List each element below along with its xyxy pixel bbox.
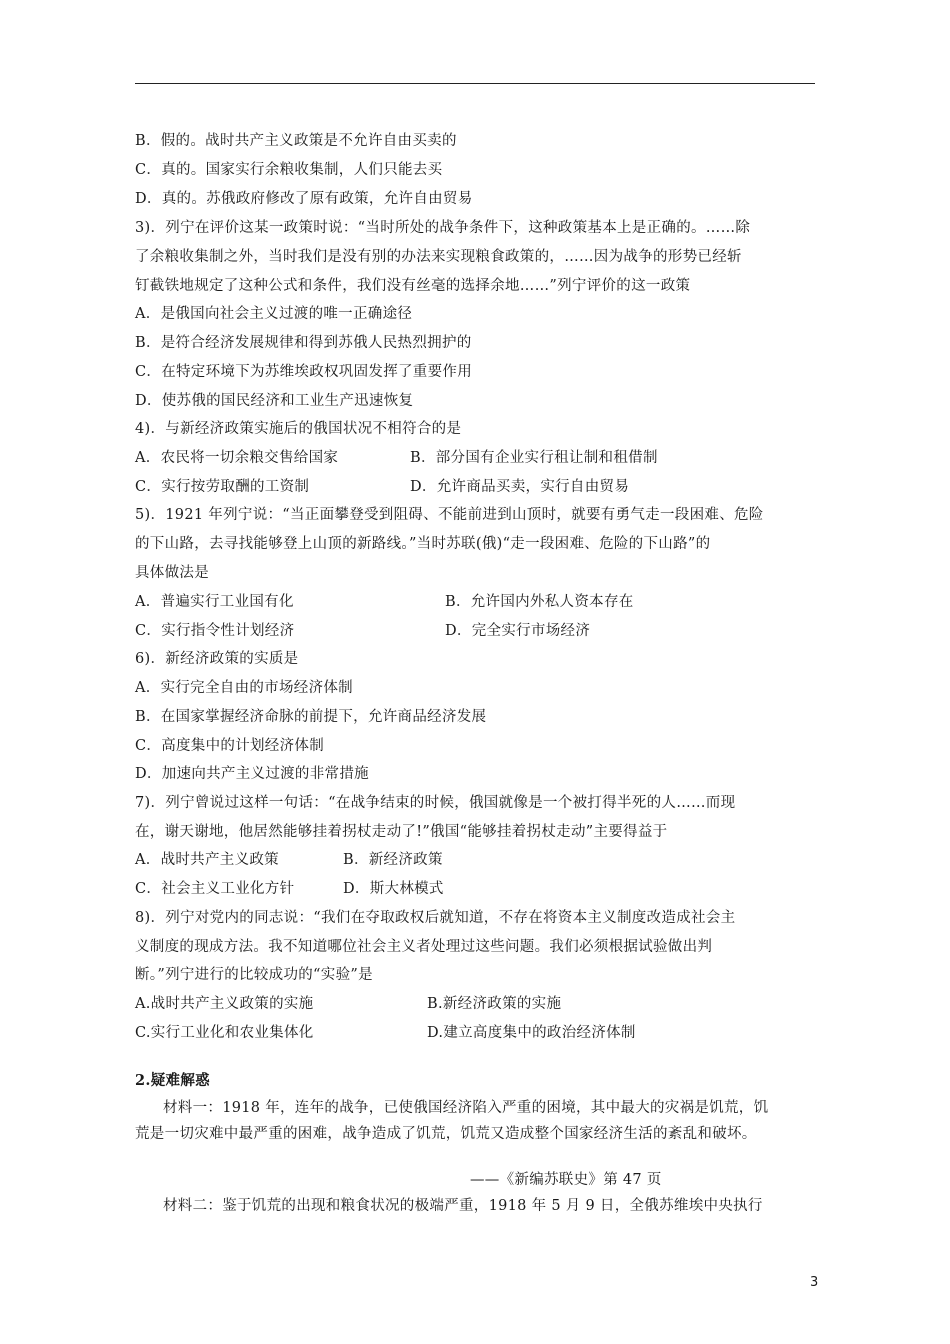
q2-option-d: D．真的。苏俄政府修改了原有政策，允许自由贸易	[135, 191, 473, 207]
q4-option-c: C．实行按劳取酬的工资制	[135, 479, 310, 495]
q8-option-c: C.实行工业化和农业集体化	[135, 1025, 314, 1041]
q6-option-a: A．实行完全自由的市场经济体制	[135, 680, 353, 696]
q8-stem-line-2: 义制度的现成方法。我不知道哪位社会主义者处理过这些问题。我们必须根据试验做出判	[135, 939, 713, 955]
q7-option-b: B．新经济政策	[343, 852, 443, 868]
header-rule	[135, 83, 815, 84]
q5-stem-line-3: 具体做法是	[135, 565, 209, 581]
page-number: 3	[810, 1275, 819, 1290]
material-one-line-1: 材料一：1918 年，连年的战争，已使俄国经济陷入严重的困境，其中最大的灾祸是饥荒，饥	[163, 1100, 769, 1116]
q7-stem-line-2: 在，谢天谢地，他居然能够挂着拐杖走动了!”俄国“能够挂着拐杖走动”主要得益于	[135, 824, 668, 840]
q3-option-b: B．是符合经济发展规律和得到苏俄人民热烈拥护的	[135, 335, 472, 351]
q4-option-d: D．允许商品买卖，实行自由贸易	[410, 479, 630, 495]
q2-option-b: B．假的。战时共产主义政策是不允许自由买卖的	[135, 133, 457, 149]
material-one-line-2: 荒是一切灾难中最严重的困难，战争造成了饥荒，饥荒又造成整个国家经济生活的紊乱和破坏。	[135, 1126, 757, 1142]
section-heading: 2.疑难解惑	[135, 1072, 210, 1089]
q6-stem: 6)．新经济政策的实质是	[135, 651, 299, 667]
q3-stem-line-2: 了余粮收集制之外，当时我们是没有别的办法来实现粮食政策的，……因为战争的形势已经斩	[135, 249, 742, 265]
material-one-source: ——《新编苏联史》第 47 页	[470, 1172, 662, 1188]
q6-option-d: D．加速向共产主义过渡的非常措施	[135, 766, 369, 782]
q8-option-a: A.战时共产主义政策的实施	[135, 996, 314, 1012]
q6-option-c: C．高度集中的计划经济体制	[135, 738, 324, 754]
q5-option-c: C．实行指令性计划经济	[135, 623, 295, 639]
q3-stem-line-3: 钉截铁地规定了这种公式和条件，我们没有丝毫的选择余地……”列宁评价的这一政策	[135, 278, 691, 294]
q7-option-d: D．斯大林模式	[343, 881, 444, 897]
material-two-line-1: 材料二：鉴于饥荒的出现和粮食状况的极端严重，1918 年 5 月 9 日，全俄苏维埃中央执行	[163, 1198, 763, 1214]
q5-option-d: D．完全实行市场经济	[445, 623, 591, 639]
q8-option-b: B.新经济政策的实施	[427, 996, 562, 1012]
q4-option-b: B．部分国有企业实行租让制和租借制	[410, 450, 658, 466]
q3-option-c: C．在特定环境下为苏维埃政权巩固发挥了重要作用	[135, 364, 472, 380]
q2-option-c: C．真的。国家实行余粮收集制，人们只能去买	[135, 162, 443, 178]
q4-stem: 4)．与新经济政策实施后的俄国状况不相符合的是	[135, 421, 462, 437]
q8-stem-line-1: 8)．列宁对党内的同志说：“我们在夺取政权后就知道，不存在将资本主义制度改造成社会主	[135, 910, 736, 926]
q8-option-d: D.建立高度集中的政治经济体制	[427, 1025, 636, 1041]
q4-option-a: A．农民将一切余粮交售给国家	[135, 450, 339, 466]
q6-option-b: B．在国家掌握经济命脉的前提下，允许商品经济发展	[135, 709, 487, 725]
q5-stem-line-1: 5)．1921 年列宁说：“当正面攀登受到阻碍、不能前进到山顶时，就要有勇气走一段困难、危险	[135, 507, 764, 523]
q7-option-c: C．社会主义工业化方针	[135, 881, 295, 897]
q3-option-d: D．使苏俄的国民经济和工业生产迅速恢复	[135, 393, 414, 409]
q7-option-a: A．战时共产主义政策	[135, 852, 279, 868]
q8-stem-line-3: 断。”列宁进行的比较成功的“实验”是	[135, 967, 373, 983]
q5-stem-line-2: 的下山路，去寻找能够登上山顶的新路线。”当时苏联(俄)“走一段困难、危险的下山路”的	[135, 536, 711, 552]
q3-stem-line-1: 3)．列宁在评价这某一政策时说：“当时所处的战争条件下，这种政策基本上是正确的。……除	[135, 220, 751, 236]
q7-stem-line-1: 7)．列宁曾说过这样一句话：“在战争结束的时候，俄国就像是一个被打得半死的人……而现	[135, 795, 736, 811]
q5-option-a: A．普遍实行工业国有化	[135, 594, 294, 610]
q3-option-a: A．是俄国向社会主义过渡的唯一正确途径	[135, 306, 413, 322]
q5-option-b: B．允许国内外私人资本存在	[445, 594, 634, 610]
